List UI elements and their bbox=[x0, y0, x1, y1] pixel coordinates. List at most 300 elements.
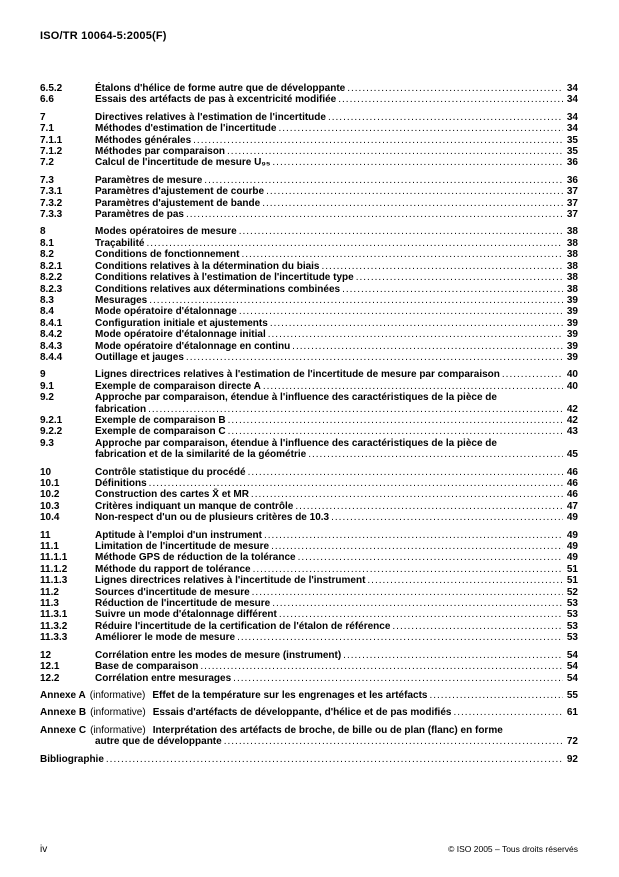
toc-entry-title: Effet de la température sur les engrenages et les artéfacts bbox=[152, 689, 428, 701]
toc-entry-title: Essais d'artéfacts de développante, d'hélice et de pas modifiés bbox=[152, 707, 452, 719]
toc-entry-number: 8.4.1 bbox=[40, 317, 63, 329]
toc-dot-leader bbox=[200, 661, 563, 672]
toc-entry-text bbox=[95, 381, 261, 392]
toc-entry-title: Mode opératoire d'étalonnage initial bbox=[95, 329, 266, 341]
toc-entry-number: 7.3 bbox=[40, 174, 54, 186]
toc-entry bbox=[40, 707, 578, 718]
toc-entry-number: 7 bbox=[40, 111, 46, 123]
toc-entry-text bbox=[95, 146, 225, 157]
toc-page-number: 38 bbox=[566, 283, 578, 295]
toc-entry bbox=[40, 598, 578, 609]
toc-entry-text bbox=[95, 541, 269, 552]
toc-entry-title: Approche par comparaison, étendue à l'influence des caractéristiques de la pièce de bbox=[95, 437, 497, 449]
toc-dot-leader bbox=[266, 186, 563, 197]
toc-page-number: 34 bbox=[566, 111, 578, 123]
toc-entry-text bbox=[95, 426, 226, 437]
toc-entry-title: Approche par comparaison, étendue à l'influence des caractéristiques de la pièce de bbox=[95, 392, 497, 404]
toc-entry-text bbox=[95, 135, 191, 146]
toc-entry-title: Conditions relatives à la détermination du biais bbox=[95, 260, 320, 272]
toc-page-number: 37 bbox=[566, 197, 578, 209]
toc-entry bbox=[40, 426, 578, 437]
toc-page-number: 39 bbox=[566, 306, 578, 318]
toc-entry-number: 7.3.3 bbox=[40, 209, 63, 221]
toc-entry-text bbox=[95, 175, 202, 186]
toc-dot-leader bbox=[367, 575, 563, 586]
toc-entry-text bbox=[95, 661, 198, 672]
toc-entry-text bbox=[95, 467, 246, 478]
toc-entry-text bbox=[95, 226, 237, 237]
toc-annex-label: Annexe B bbox=[40, 707, 87, 719]
toc-dot-leader bbox=[343, 650, 563, 661]
toc-entry-title: Sources d'incertitude de mesure bbox=[95, 586, 250, 598]
toc-entry-text bbox=[95, 736, 222, 747]
toc-dot-leader bbox=[228, 415, 563, 426]
toc-entry-title: Conditions relatives aux déterminations combinées bbox=[95, 283, 341, 295]
toc-dot-leader bbox=[392, 621, 563, 632]
toc-entry-number: 10.1 bbox=[40, 478, 60, 489]
toc-entry-text bbox=[95, 112, 326, 123]
toc-entry-number: 8.1 bbox=[40, 237, 54, 249]
toc-entry bbox=[40, 249, 578, 260]
toc-entry-title: Corrélation entre mesurages bbox=[95, 672, 232, 684]
toc-entry-number: 8.4.3 bbox=[40, 340, 63, 352]
toc-entry-title: Non-respect d'un ou de plusieurs critères de 10.3 bbox=[95, 512, 330, 524]
toc-entry bbox=[40, 673, 578, 684]
toc-dot-leader bbox=[253, 564, 563, 575]
toc-dot-leader bbox=[502, 369, 563, 380]
toc-entry bbox=[40, 621, 578, 632]
toc-page-number: 51 bbox=[566, 563, 578, 575]
toc-entry-number: 11.1 bbox=[40, 541, 59, 553]
toc-page-number: 39 bbox=[566, 317, 578, 329]
toc-entry-number: 11.1.3 bbox=[40, 575, 68, 587]
toc-entry bbox=[40, 575, 578, 586]
toc-entry-title: Essais des artéfacts de pas à excentricité modifiée bbox=[95, 94, 337, 106]
toc-entry bbox=[40, 369, 578, 380]
toc-entry-text bbox=[40, 725, 503, 736]
toc-dot-leader bbox=[239, 306, 563, 317]
toc-entry bbox=[40, 541, 578, 552]
toc-entry-title: Limitation de l'incertitude de mesure bbox=[95, 541, 270, 553]
toc-page-number: 49 bbox=[566, 552, 578, 564]
toc-entry bbox=[40, 238, 578, 249]
toc-page-number: 47 bbox=[566, 500, 578, 512]
toc-entry-number: 9.2 bbox=[40, 392, 54, 404]
toc-entry bbox=[40, 564, 578, 575]
toc-page-number: 39 bbox=[566, 329, 578, 341]
toc-page-number: 37 bbox=[566, 186, 578, 198]
toc-entry bbox=[40, 632, 578, 643]
toc-annex-qualifier: (informative) bbox=[90, 724, 146, 736]
toc-entry bbox=[40, 261, 578, 272]
toc-dot-leader bbox=[193, 135, 563, 146]
toc-entry-text bbox=[95, 449, 306, 460]
toc-entry bbox=[40, 725, 578, 736]
toc-entry-title: fabrication bbox=[95, 403, 147, 415]
toc-dot-leader bbox=[239, 226, 563, 237]
toc-dot-leader bbox=[271, 541, 563, 552]
toc-entry-title: Méthode GPS de réduction de la tolérance bbox=[95, 552, 296, 564]
toc-page-number: 38 bbox=[566, 226, 578, 238]
toc-entry-title: Aptitude à l'emploi d'un instrument bbox=[95, 529, 262, 541]
toc-dot-leader bbox=[356, 272, 563, 283]
toc-entry-number: 7.1.2 bbox=[40, 146, 63, 158]
toc-dot-leader bbox=[204, 175, 563, 186]
toc-page-number: 35 bbox=[566, 146, 578, 158]
toc-entry-title: Construction des cartes X̄ et MR bbox=[95, 489, 249, 501]
toc-entry-number: 10.3 bbox=[40, 500, 60, 512]
toc-entry-title: Lignes directrices relatives à l'incertitude de l'instrument bbox=[95, 575, 366, 587]
toc-page-number: 35 bbox=[566, 134, 578, 146]
toc-dot-leader bbox=[252, 587, 563, 598]
toc-page-number: 38 bbox=[566, 272, 578, 284]
toc-entry-number: 6.6 bbox=[40, 94, 54, 106]
toc-dot-leader bbox=[237, 632, 563, 643]
toc-page-number: 42 bbox=[566, 403, 578, 415]
toc-entry-number: 7.1 bbox=[40, 123, 54, 135]
toc-entry bbox=[40, 415, 578, 426]
toc-entry-text bbox=[95, 438, 497, 449]
toc-entry bbox=[40, 112, 578, 123]
toc-entry bbox=[40, 404, 578, 415]
toc-page-number: 43 bbox=[566, 426, 578, 438]
toc-dot-leader bbox=[272, 598, 563, 609]
toc-entry-text bbox=[95, 295, 147, 306]
toc-dot-leader bbox=[298, 552, 563, 563]
toc-page-number: 34 bbox=[566, 94, 578, 106]
toc-page-number: 36 bbox=[566, 174, 578, 186]
toc-entry bbox=[40, 530, 578, 541]
toc-entry-text bbox=[95, 123, 276, 134]
toc-entry-title: Configuration initiale et ajustements bbox=[95, 317, 268, 329]
toc-entry-number: 8.4 bbox=[40, 306, 54, 318]
toc-entry-number: 7.2 bbox=[40, 157, 54, 169]
toc-annex-qualifier: (informative) bbox=[90, 707, 146, 719]
toc-entry bbox=[40, 449, 578, 460]
toc-entry bbox=[40, 284, 578, 295]
toc-entry-number: 11.3.3 bbox=[40, 632, 68, 644]
toc-dot-leader bbox=[148, 404, 563, 415]
toc-entry-text bbox=[95, 609, 277, 620]
toc-entry-title: Méthodes par comparaison bbox=[95, 146, 226, 158]
toc-entry bbox=[40, 209, 578, 220]
toc-entry-title: Bibliographie bbox=[40, 753, 104, 765]
toc-entry-number: 12.1 bbox=[40, 661, 60, 673]
toc-entry-title: Méthodes générales bbox=[95, 134, 192, 146]
toc-dot-leader bbox=[278, 123, 563, 134]
toc-dot-leader bbox=[429, 690, 563, 701]
toc-entry-title: Calcul de l'incertitude de mesure U₉₅ bbox=[95, 157, 271, 169]
toc-dot-leader bbox=[227, 146, 563, 157]
toc-dot-leader bbox=[295, 501, 563, 512]
toc-entry-number: 8.3 bbox=[40, 294, 54, 306]
toc-entry-title: Améliorer le mode de mesure bbox=[95, 632, 236, 644]
toc-dot-leader bbox=[248, 467, 563, 478]
toc-entry bbox=[40, 501, 578, 512]
toc-entry-title: Exemple de comparaison C bbox=[95, 426, 226, 438]
toc-entry-title: Base de comparaison bbox=[95, 661, 199, 673]
toc-entry-text bbox=[95, 83, 345, 94]
toc-entry-number: 8 bbox=[40, 226, 46, 238]
toc-page-number: 38 bbox=[566, 260, 578, 272]
toc-entry-number: 10 bbox=[40, 466, 52, 478]
toc-entry-text bbox=[95, 306, 237, 317]
toc-dot-leader bbox=[262, 198, 563, 209]
toc-entry bbox=[40, 341, 578, 352]
footer-copyright: © ISO 2005 – Tous droits réservés bbox=[448, 844, 578, 854]
toc-entry bbox=[40, 146, 578, 157]
toc-entry-text bbox=[95, 415, 226, 426]
toc-entry-number: 10.2 bbox=[40, 489, 60, 501]
toc-entry-title: Réduction de l'incertitude de mesure bbox=[95, 598, 271, 610]
toc-entry-title: Paramètres d'ajustement de bande bbox=[95, 197, 261, 209]
toc-entry-number: 12 bbox=[40, 649, 52, 661]
toc-entry-number: 10.4 bbox=[40, 512, 60, 524]
toc-entry-text bbox=[95, 261, 320, 272]
toc-entry-title: Définitions bbox=[95, 478, 147, 489]
toc-entry-text bbox=[95, 352, 184, 363]
toc-entry bbox=[40, 123, 578, 134]
toc-entry-text bbox=[95, 489, 249, 500]
toc-entry-title: fabrication et de la similarité de la géométrie bbox=[95, 449, 307, 461]
toc-dot-leader bbox=[308, 449, 563, 460]
toc-entry bbox=[40, 94, 578, 105]
toc-page-number: 34 bbox=[566, 83, 578, 94]
toc-entry-number: 11.3 bbox=[40, 598, 59, 610]
toc-page-number: 51 bbox=[566, 575, 578, 587]
toc-entry-text bbox=[95, 530, 262, 541]
toc-entry-title: Paramètres de pas bbox=[95, 209, 184, 221]
toc-entry bbox=[40, 272, 578, 283]
toc-dot-leader bbox=[342, 284, 563, 295]
toc-page-number: 52 bbox=[566, 586, 578, 598]
toc-dot-leader bbox=[272, 157, 563, 168]
toc-entry-number: 11.2 bbox=[40, 586, 59, 598]
toc-dot-leader bbox=[331, 512, 563, 523]
toc-entry-title: Conditions relatives à l'estimation de l'incertitude type bbox=[95, 272, 354, 284]
toc-page-number: 38 bbox=[566, 249, 578, 261]
toc-entry-title: Suivre un mode d'étalonnage différent bbox=[95, 609, 277, 621]
toc-entry bbox=[40, 186, 578, 197]
toc-page-number: 54 bbox=[566, 672, 578, 684]
toc-page-number: 53 bbox=[566, 609, 578, 621]
toc-entry bbox=[40, 736, 578, 747]
toc-entry bbox=[40, 690, 578, 701]
toc-page-number: 72 bbox=[566, 736, 578, 748]
toc-page-number: 39 bbox=[566, 294, 578, 306]
toc-entry bbox=[40, 609, 578, 620]
toc-entry-text bbox=[95, 186, 264, 197]
toc-dot-leader bbox=[263, 381, 563, 392]
toc-entry-title: Mode opératoire d'étalonnage bbox=[95, 306, 237, 318]
toc-dot-leader bbox=[224, 736, 563, 747]
toc-entry-text bbox=[95, 404, 146, 415]
doc-reference: ISO/TR 10064-5:2005(F) bbox=[40, 30, 167, 42]
toc-page-number: 42 bbox=[566, 414, 578, 426]
toc-dot-leader bbox=[241, 249, 563, 260]
toc-entry-title: Modes opératoires de mesure bbox=[95, 226, 237, 238]
toc-annex-label: Annexe C bbox=[40, 724, 87, 736]
toc-page-number: 45 bbox=[566, 449, 578, 461]
toc-entry bbox=[40, 512, 578, 523]
toc-entry-title: Directives relatives à l'estimation de l'incertitude bbox=[95, 111, 326, 123]
footer-page-number: iv bbox=[40, 844, 48, 855]
toc-entry-text bbox=[95, 209, 184, 220]
toc-entry bbox=[40, 552, 578, 563]
toc-entry-number: 6.5.2 bbox=[40, 83, 63, 94]
toc-entry bbox=[40, 438, 578, 449]
toc-entry-title: Mode opératoire d'étalonnage en continu bbox=[95, 340, 291, 352]
toc-page-number: 46 bbox=[566, 478, 578, 489]
toc-annex-qualifier: (informative) bbox=[89, 689, 146, 701]
toc-page-number: 61 bbox=[566, 707, 578, 719]
toc-dot-leader bbox=[268, 329, 563, 340]
toc-entry-text bbox=[95, 575, 365, 586]
toc-entry-title: Interprétation des artéfacts de broche, de bille ou de plan (flanc) en forme bbox=[152, 724, 503, 736]
toc-entry-title: Étalons d'hélice de forme autre que de développante bbox=[95, 83, 346, 94]
toc-entry-title: autre que de développante bbox=[95, 736, 222, 748]
toc-entry-number: 11.3.1 bbox=[40, 609, 68, 621]
toc-entry bbox=[40, 318, 578, 329]
toc-entry-text bbox=[40, 754, 104, 765]
toc-entry-text bbox=[40, 707, 451, 718]
toc-entry-text bbox=[95, 650, 341, 661]
toc-entry bbox=[40, 135, 578, 146]
toc-entry-text bbox=[95, 318, 268, 329]
toc-entry-number: 9.3 bbox=[40, 437, 54, 449]
toc-entry-number: 11.1.1 bbox=[40, 552, 68, 564]
toc-dot-leader bbox=[228, 426, 563, 437]
toc-page-number: 54 bbox=[566, 661, 578, 673]
toc-dot-leader bbox=[186, 209, 563, 220]
toc-page-number: 40 bbox=[566, 369, 578, 381]
toc-entry-text bbox=[95, 198, 260, 209]
toc-entry bbox=[40, 489, 578, 500]
toc-entry bbox=[40, 329, 578, 340]
toc-entry-text bbox=[95, 369, 500, 380]
toc-entry-text bbox=[95, 284, 340, 295]
toc-dot-leader bbox=[292, 341, 563, 352]
toc-entry-number: 8.2.2 bbox=[40, 272, 63, 284]
toc-dot-leader bbox=[279, 609, 563, 620]
toc-dot-leader bbox=[251, 489, 563, 500]
toc-dot-leader bbox=[149, 295, 563, 306]
toc-entry bbox=[40, 157, 578, 168]
toc-page-number: 46 bbox=[566, 489, 578, 501]
toc-dot-leader bbox=[186, 352, 563, 363]
toc-dot-leader bbox=[149, 478, 563, 489]
toc-entry-text bbox=[95, 94, 336, 105]
toc-entry-text bbox=[95, 249, 239, 260]
toc-page-number: 49 bbox=[566, 529, 578, 541]
toc-entry bbox=[40, 226, 578, 237]
toc-entry-number: 11.1.2 bbox=[40, 563, 68, 575]
toc-entry bbox=[40, 754, 578, 765]
toc-entry-title: Conditions de fonctionnement bbox=[95, 249, 240, 261]
toc-entry-title: Paramètres d'ajustement de courbe bbox=[95, 186, 265, 198]
toc-entry-text bbox=[95, 673, 231, 684]
toc-entry-text bbox=[95, 341, 290, 352]
toc-entry-number: 11 bbox=[40, 529, 51, 541]
toc-entry-number: 8.2 bbox=[40, 249, 54, 261]
toc-page-number: 37 bbox=[566, 209, 578, 221]
toc-entry bbox=[40, 392, 578, 403]
toc-entry bbox=[40, 198, 578, 209]
toc-entry-title: Exemple de comparaison B bbox=[95, 414, 226, 426]
toc-entry-text bbox=[95, 501, 293, 512]
toc-entry-title: Méthodes d'estimation de l'incertitude bbox=[95, 123, 277, 135]
document-footer bbox=[40, 844, 578, 855]
toc-entry-text bbox=[95, 272, 354, 283]
toc-entry-title: Lignes directrices relatives à l'estimation de l'incertitude de mesure par comparaison bbox=[95, 369, 500, 381]
toc-entry-text bbox=[40, 690, 427, 701]
toc-page-number: 92 bbox=[566, 753, 578, 765]
document-header bbox=[40, 30, 578, 43]
toc-entry-number: 8.4.2 bbox=[40, 329, 63, 341]
toc-dot-leader bbox=[328, 112, 563, 123]
toc-entry bbox=[40, 587, 578, 598]
toc-entry-text bbox=[95, 564, 251, 575]
toc-entry-text bbox=[95, 632, 235, 643]
toc-dot-leader bbox=[453, 707, 563, 718]
toc-entry bbox=[40, 306, 578, 317]
toc-entry-number: 9.2.2 bbox=[40, 426, 63, 438]
toc-page-number: 36 bbox=[566, 157, 578, 169]
toc-dot-leader bbox=[338, 94, 563, 105]
toc-dot-leader bbox=[146, 238, 563, 249]
toc-entry-number: 8.2.3 bbox=[40, 283, 63, 295]
toc-entry-number: 9.2.1 bbox=[40, 414, 63, 426]
toc-entry-text bbox=[95, 621, 390, 632]
toc-page-number: 49 bbox=[566, 541, 578, 553]
toc-entry-text bbox=[95, 587, 250, 598]
toc-entry-title: Exemple de comparaison directe A bbox=[95, 380, 261, 392]
toc-entry-number: 8.4.4 bbox=[40, 351, 63, 363]
toc-entry bbox=[40, 478, 578, 489]
toc-entry-text bbox=[95, 238, 144, 249]
toc-dot-leader bbox=[322, 261, 564, 272]
toc-entry bbox=[40, 467, 578, 478]
toc-entry-number: 7.3.1 bbox=[40, 186, 63, 198]
toc-entry-text bbox=[95, 552, 296, 563]
toc-entry bbox=[40, 381, 578, 392]
toc-entry-text bbox=[95, 512, 329, 523]
toc-page-number: 39 bbox=[566, 351, 578, 363]
toc-entry-text bbox=[95, 478, 147, 489]
toc-entry-text bbox=[95, 329, 266, 340]
toc-page-number: 40 bbox=[566, 380, 578, 392]
toc-entry bbox=[40, 83, 578, 94]
toc-page-number: 54 bbox=[566, 649, 578, 661]
toc-entry-title: Méthode du rapport de tolérance bbox=[95, 563, 251, 575]
toc-entry-number: 9.1 bbox=[40, 380, 54, 392]
toc-dot-leader bbox=[106, 754, 563, 765]
toc-entry-number: 7.3.2 bbox=[40, 197, 63, 209]
toc-entry bbox=[40, 352, 578, 363]
toc-dot-leader bbox=[233, 673, 563, 684]
toc-entry-number: 11.3.2 bbox=[40, 620, 68, 632]
toc-entry-number: 12.2 bbox=[40, 672, 60, 684]
toc-page-number: 55 bbox=[566, 689, 578, 701]
toc-entry-text bbox=[95, 157, 270, 168]
toc-entry-title: Traçabilité bbox=[95, 237, 145, 249]
toc-entry-title: Réduire l'incertitude de la certification de l'étalon de référence bbox=[95, 620, 391, 632]
toc-page-number: 46 bbox=[566, 466, 578, 478]
toc-entry-title: Corrélation entre les modes de mesure (instrument) bbox=[95, 649, 342, 661]
toc-annex-label: Annexe A bbox=[40, 689, 86, 701]
toc-page-number: 53 bbox=[566, 632, 578, 644]
toc-entry bbox=[40, 661, 578, 672]
